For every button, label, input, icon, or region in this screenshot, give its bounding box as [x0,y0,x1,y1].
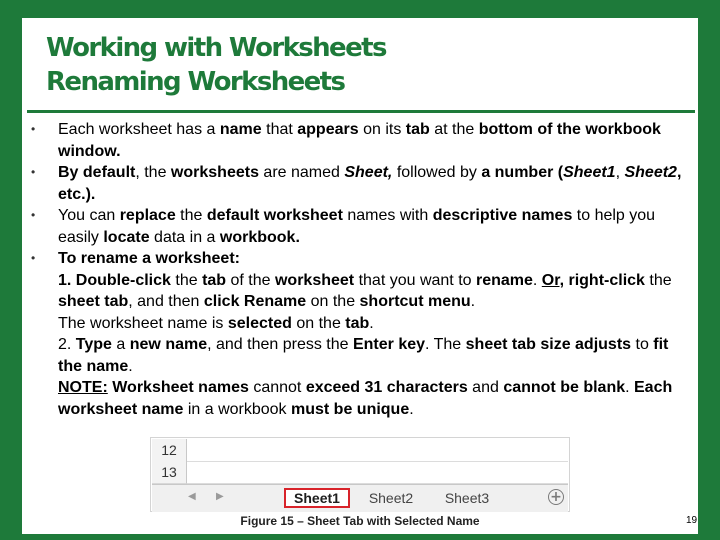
text-run: . [470,293,476,310]
sheet-tab-sheet1[interactable]: Sheet1 [284,488,350,508]
text-run: a [111,336,130,353]
text-run: click Rename [203,293,307,310]
text-run: names with [342,207,433,224]
bullet-dot-icon: • [31,251,36,265]
text-run: descriptive names [432,207,573,224]
text-run: shortcut menu [359,293,471,310]
text-run: The worksheet name is [58,314,228,332]
text-run: Sheet, [344,164,393,181]
text-run: . [625,379,634,396]
bullet-item [31,119,694,162]
bullet-dot-icon: • [31,208,36,222]
sheet-tab-figure [150,437,570,530]
title-line-2: Renaming Worksheets [46,67,345,97]
text-run: replace [119,207,176,224]
note [58,377,694,420]
sheet-tab-bar [152,484,568,512]
text-run: and [467,379,504,396]
text-run: Type [75,336,112,353]
text-run: data in a [149,228,220,246]
row-header-13: 13 [152,461,187,484]
text-run: 2. [58,336,76,353]
row-header-12: 12 [152,439,187,462]
text-run: . [409,400,414,418]
text-run: new name [129,336,208,353]
text-run: workbook. [219,228,300,246]
text-run: fit the name [58,336,669,375]
text-run: . The [425,336,466,353]
text-run: tab [202,271,227,289]
grid-line [187,461,568,462]
text-run: of the [226,271,275,289]
slide-title [46,31,386,99]
text-run: , etc.). [58,164,682,203]
text-run: . [369,314,374,332]
text-run: locate [103,228,150,246]
text-run: Enter key [352,336,426,353]
text-run: name [219,121,262,138]
text-run: default worksheet [206,207,343,224]
text-run: Or, [541,271,565,289]
text-run: , the [135,164,171,181]
text-run: a number ( [481,164,564,181]
text-run: Each worksheet has a [58,121,220,138]
text-run: Sheet1 [563,164,616,181]
page-number: 19 [686,515,698,526]
text-run: cannot [248,379,306,396]
text-run: To rename a worksheet: [58,250,240,267]
text-run: . [532,271,542,289]
bullet-list [31,119,694,420]
text-run: the [175,207,207,224]
text-run: selected [227,314,292,332]
text-run: bottom of the [478,121,581,138]
text-run: By default [58,164,136,181]
text-run: worksheet [274,271,355,289]
text-run: that you want to [354,271,476,289]
text-run: workbook window. [58,121,661,160]
step-1 [58,270,694,313]
text-run: worksheets [170,164,259,181]
text-run: , and then [128,293,204,310]
text-run: sheet tab size adjusts [465,336,632,353]
text-run: You can [58,207,120,224]
excel-screenshot [150,437,570,512]
text-run: right-click [568,271,645,289]
text-run: sheet tab [58,293,129,310]
text-run: , [615,164,625,181]
text-run: on the [291,314,346,332]
text-run: tab [345,314,370,332]
text-run: exceed 31 characters [305,379,468,396]
bullet-item [31,205,694,248]
bullet-item [31,248,694,420]
scroll-right-icon[interactable]: ▶ [216,491,224,502]
text-run: the [170,271,203,289]
text-run: NOTE: [58,379,108,396]
text-run: that [261,121,298,138]
text-run: on its [358,121,406,138]
text-run: cannot be blank [503,379,626,396]
bullet-item [31,162,694,205]
text-run: are named [258,164,345,181]
text-run: Sheet2 [624,164,677,181]
text-run: must be unique [291,400,410,418]
title-divider [27,110,695,113]
figure-caption: Figure 15 – Sheet Tab with Selected Name [150,512,570,530]
bullet-dot-icon: • [31,122,36,136]
text-run: appears [297,121,359,138]
text-run: . [128,357,133,375]
text-run: , and then press the [207,336,353,353]
sheet-tab-sheet2[interactable]: Sheet2 [368,490,414,506]
text-run: 1. Double-click [58,271,171,289]
step-1-result [58,313,694,335]
text-run: tab [405,121,430,138]
text-run: Worksheet names [107,379,249,396]
sheet-tab-sheet3[interactable]: Sheet3 [444,490,490,506]
step-2 [58,334,694,377]
text-run: rename [475,271,533,289]
text-run: to help you easily [58,207,656,246]
text-run: Each worksheet name [58,379,673,418]
add-sheet-icon[interactable]: + [548,489,564,505]
text-run: to [631,336,654,353]
text-run: the [644,271,672,289]
title-line-1: Working with Worksheets [46,33,386,63]
text-run: at the [429,121,479,138]
bullet-dot-icon: • [31,165,36,179]
text-run: followed by [392,164,482,181]
text-run: in a workbook [183,400,291,418]
text-run: on the [306,293,360,310]
scroll-left-icon[interactable]: ◀ [188,491,196,502]
